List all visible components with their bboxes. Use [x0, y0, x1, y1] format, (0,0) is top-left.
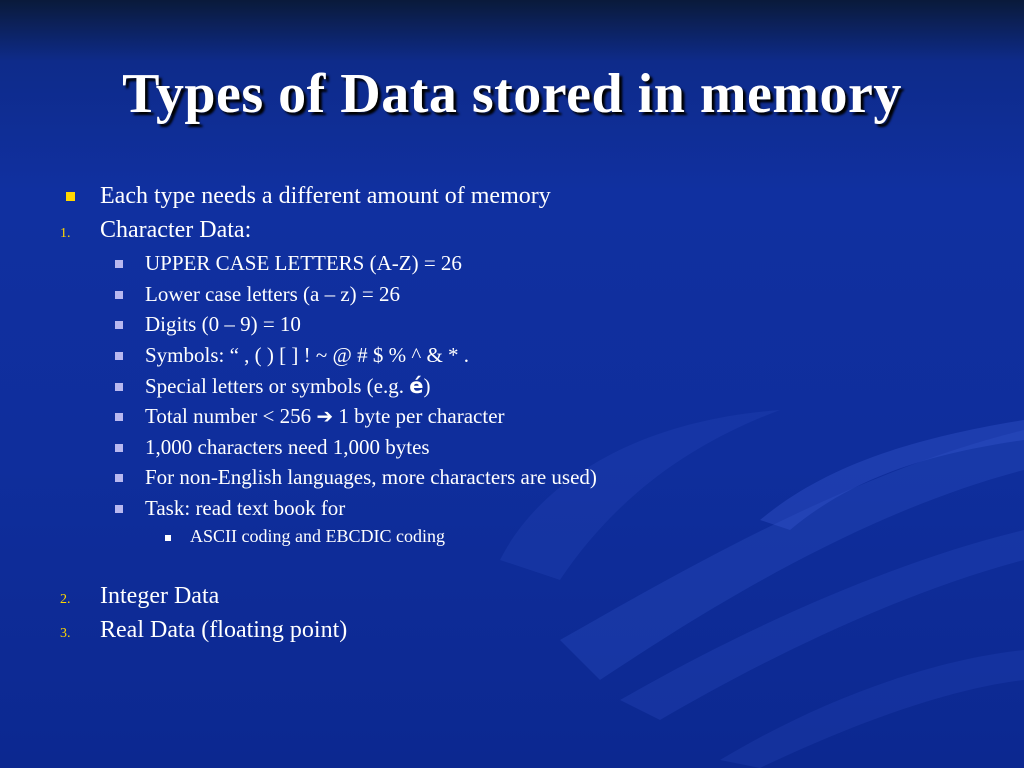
- bullet-icon: [165, 535, 171, 541]
- section-number: 3.: [60, 626, 71, 641]
- section-number: 1.: [60, 226, 71, 241]
- bullet-icon: [115, 474, 123, 482]
- list-item: Digits (0 – 9) = 10: [145, 312, 301, 336]
- intro-bullet: Each type needs a different amount of memory: [100, 183, 551, 209]
- section-label-integer: Integer Data: [100, 583, 220, 609]
- bullet-icon: [115, 321, 123, 329]
- section-label-character: Character Data:: [100, 217, 252, 243]
- bullet-icon: [115, 383, 123, 391]
- list-item: 1,000 characters need 1,000 bytes: [145, 435, 430, 459]
- list-item: Symbols: “ , ( ) [ ] ! ~ @ # $ % ^ & * .: [145, 343, 470, 367]
- section-number: 2.: [60, 592, 71, 607]
- list-item-total: [145, 404, 505, 429]
- arrow-right-icon: ➔: [316, 404, 334, 428]
- list-item: Task: read text book for: [145, 496, 346, 520]
- total-text-after: 1 byte per character: [333, 404, 505, 428]
- bullet-icon: [115, 413, 123, 421]
- section-label-real: Real Data (floating point): [100, 617, 348, 643]
- special-text-after: ): [423, 374, 431, 398]
- bullet-icon: [66, 192, 75, 201]
- list-item: For non-English languages, more characters are used): [145, 465, 597, 489]
- special-text-before: Special letters or symbols (e.g.: [145, 374, 410, 398]
- bullet-icon: [115, 260, 123, 268]
- slide-title: Types of Data stored in memory: [122, 63, 902, 125]
- bullet-icon: [115, 505, 123, 513]
- bullet-icon: [115, 444, 123, 452]
- bullet-icon: [115, 291, 123, 299]
- list-item: UPPER CASE LETTERS (A-Z) = 26: [145, 251, 462, 275]
- total-text-before: Total number < 256: [145, 404, 317, 428]
- list-item: Lower case letters (a – z) = 26: [145, 282, 400, 306]
- list-item-special: [145, 374, 430, 399]
- special-char: é: [409, 374, 424, 398]
- bullet-icon: [115, 352, 123, 360]
- sub-list-item: ASCII coding and EBCDIC coding: [190, 526, 445, 546]
